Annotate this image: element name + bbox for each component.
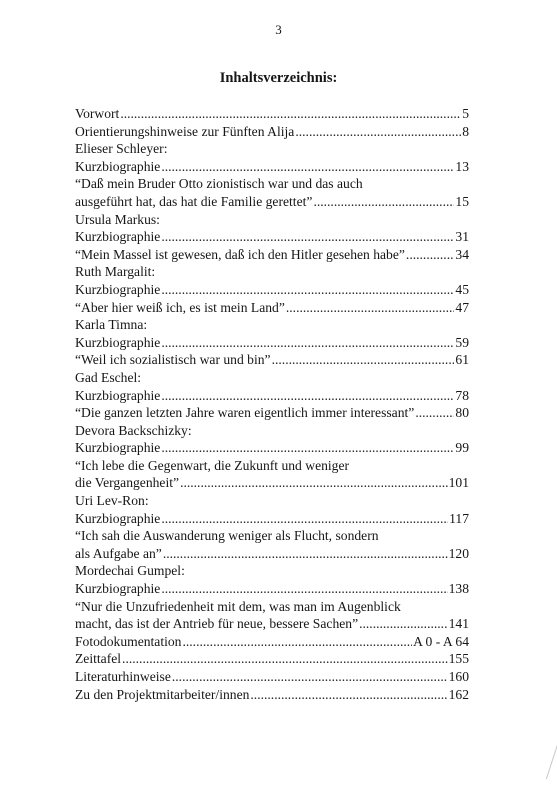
table-of-contents [75,105,469,703]
dot-leader [163,545,448,563]
toc-entry [75,457,469,475]
toc-entry-text: Vorwort [75,106,120,121]
toc-entry-page: 5 [462,106,469,121]
toc-entry-page: A 0 - A 64 [413,633,469,649]
toc-entry [75,369,469,387]
toc-entry-page: 59 [455,334,469,350]
dot-leader [120,105,461,123]
toc-title: Inhaltsverzeichnis: [219,70,338,86]
toc-entry-text: Gad Eschel: [75,369,142,385]
toc-entry [75,263,469,281]
dot-leader [161,281,454,299]
toc-entry [75,615,469,633]
toc-entry-text: “Daß mein Bruder Otto zionistisch war und das auch [75,176,363,192]
toc-entry-text: “Aber hier weiß ich, es ist mein Land” [75,299,285,315]
toc-entry [75,123,469,141]
toc-entry-text: macht, das ist der Antrieb für neue, bessere Sachen” [75,616,359,632]
toc-entry-text: Ruth Margalit: [75,264,156,280]
toc-entry-page: 117 [449,510,469,526]
toc-entry [75,387,469,405]
toc-entry [75,439,469,457]
dot-leader [286,299,455,317]
toc-entry-text: Devora Backschizky: [75,422,192,438]
dot-leader [161,158,454,176]
dot-leader [182,633,412,651]
dot-leader [180,474,448,492]
dot-leader [295,123,461,141]
toc-entry [75,492,469,510]
toc-entry-text: “Mein Massel ist gewesen, daß ich den Hitler gesehen habe” [75,246,405,262]
toc-entry-page: 80 [455,405,469,421]
toc-entry [75,105,469,123]
toc-entry-text: Zeittafel [75,651,122,667]
toc-entry-page: 120 [448,545,469,561]
toc-entry-page: 160 [448,669,469,684]
toc-entry-page: 141 [448,616,469,632]
toc-entry-text: Karla Timna: [75,317,148,333]
toc-entry-page: 47 [455,299,469,315]
toc-entry-page: 99 [455,440,469,456]
toc-entry-text: Elieser Schleyer: [75,141,168,157]
toc-entry-text: Kurzbiographie [75,334,161,350]
toc-entry-text: “Weil ich sozialistisch war und bin” [75,352,271,368]
dot-leader [313,193,454,211]
toc-entry [75,527,469,545]
toc-entry [75,510,469,528]
toc-entry [75,580,469,598]
toc-entry [75,404,469,422]
toc-entry [75,668,469,686]
toc-entry [75,474,469,492]
toc-entry-text: Kurzbiographie [75,281,161,297]
toc-entry [75,686,469,704]
dot-leader [415,404,454,422]
toc-entry [75,228,469,246]
toc-entry [75,211,469,229]
toc-entry-text: Mordechai Gumpel: [75,563,185,579]
toc-entry-text: Ursula Markus: [75,211,160,227]
dot-leader [161,510,448,528]
toc-entry [75,299,469,317]
dot-leader [161,387,454,405]
toc-entry [75,175,469,193]
dot-leader [161,580,447,598]
dot-leader [172,668,448,686]
toc-entry-text: Kurzbiographie [75,387,161,403]
dot-leader [272,351,455,369]
toc-entry [75,316,469,334]
toc-entry-text: Kurzbiographie [75,158,161,174]
toc-entry-text: Fotodokumentation [75,633,182,649]
toc-entry [75,193,469,211]
toc-entry-page: 13 [455,158,469,174]
toc-entry-page: 78 [455,387,469,403]
toc-entry [75,562,469,580]
toc-entry [75,246,469,264]
toc-entry-text: die Vergangenheit” [75,475,180,491]
toc-entry-text: Kurzbiographie [75,510,161,526]
dot-leader [359,615,448,633]
toc-entry [75,281,469,299]
toc-entry-text: Literaturhinweise [75,669,171,684]
toc-entry [75,598,469,616]
dot-leader [161,228,454,246]
dot-leader [250,686,447,704]
toc-entry-text: Kurzbiographie [75,229,161,245]
toc-entry-page: 155 [448,651,469,667]
scan-artifact [546,741,557,779]
toc-entry [75,422,469,440]
toc-entry [75,351,469,369]
toc-entry-text: “Nur die Unzufriedenheit mit dem, was man im Augenblick [75,598,401,614]
dot-leader [161,439,454,457]
toc-entry [75,545,469,563]
toc-entry-page: 101 [448,475,469,491]
toc-entry-page: 162 [448,686,469,702]
page-number: 3 [275,22,282,37]
toc-entry-page: 138 [448,581,469,597]
dot-leader [161,334,454,352]
toc-entry [75,158,469,176]
toc-entry-text: “Die ganzen letzten Jahre waren eigentlich immer interessant” [75,405,415,421]
toc-entry-page: 15 [455,193,469,209]
toc-entry-text: “Ich lebe die Gegenwart, die Zukunft und weniger [75,457,350,473]
toc-entry-text: Orientierungshinweise zur Fünften Alija [75,123,295,139]
toc-entry [75,650,469,668]
dot-leader [122,650,448,668]
toc-entry-text: Kurzbiographie [75,581,161,597]
toc-entry-page: 61 [455,352,469,368]
toc-entry-page: 31 [455,229,469,245]
dot-leader [406,246,454,264]
toc-entry-page: 8 [462,123,469,139]
toc-entry [75,633,469,651]
toc-entry-page: 45 [455,281,469,297]
toc-entry-text: ausgeführt hat, das hat die Familie gerettet” [75,193,313,209]
toc-entry [75,334,469,352]
toc-entry-page: 34 [455,246,469,262]
toc-entry-text: Uri Lev-Ron: [75,493,149,509]
toc-entry-text: “Ich sah die Auswanderung weniger als Flucht, sondern [75,528,379,544]
toc-entry-text: als Aufgabe an” [75,545,162,561]
toc-entry-text: Kurzbiographie [75,440,161,456]
toc-entry-text: Zu den Projektmitarbeiter/innen [75,686,250,702]
toc-entry [75,140,469,158]
